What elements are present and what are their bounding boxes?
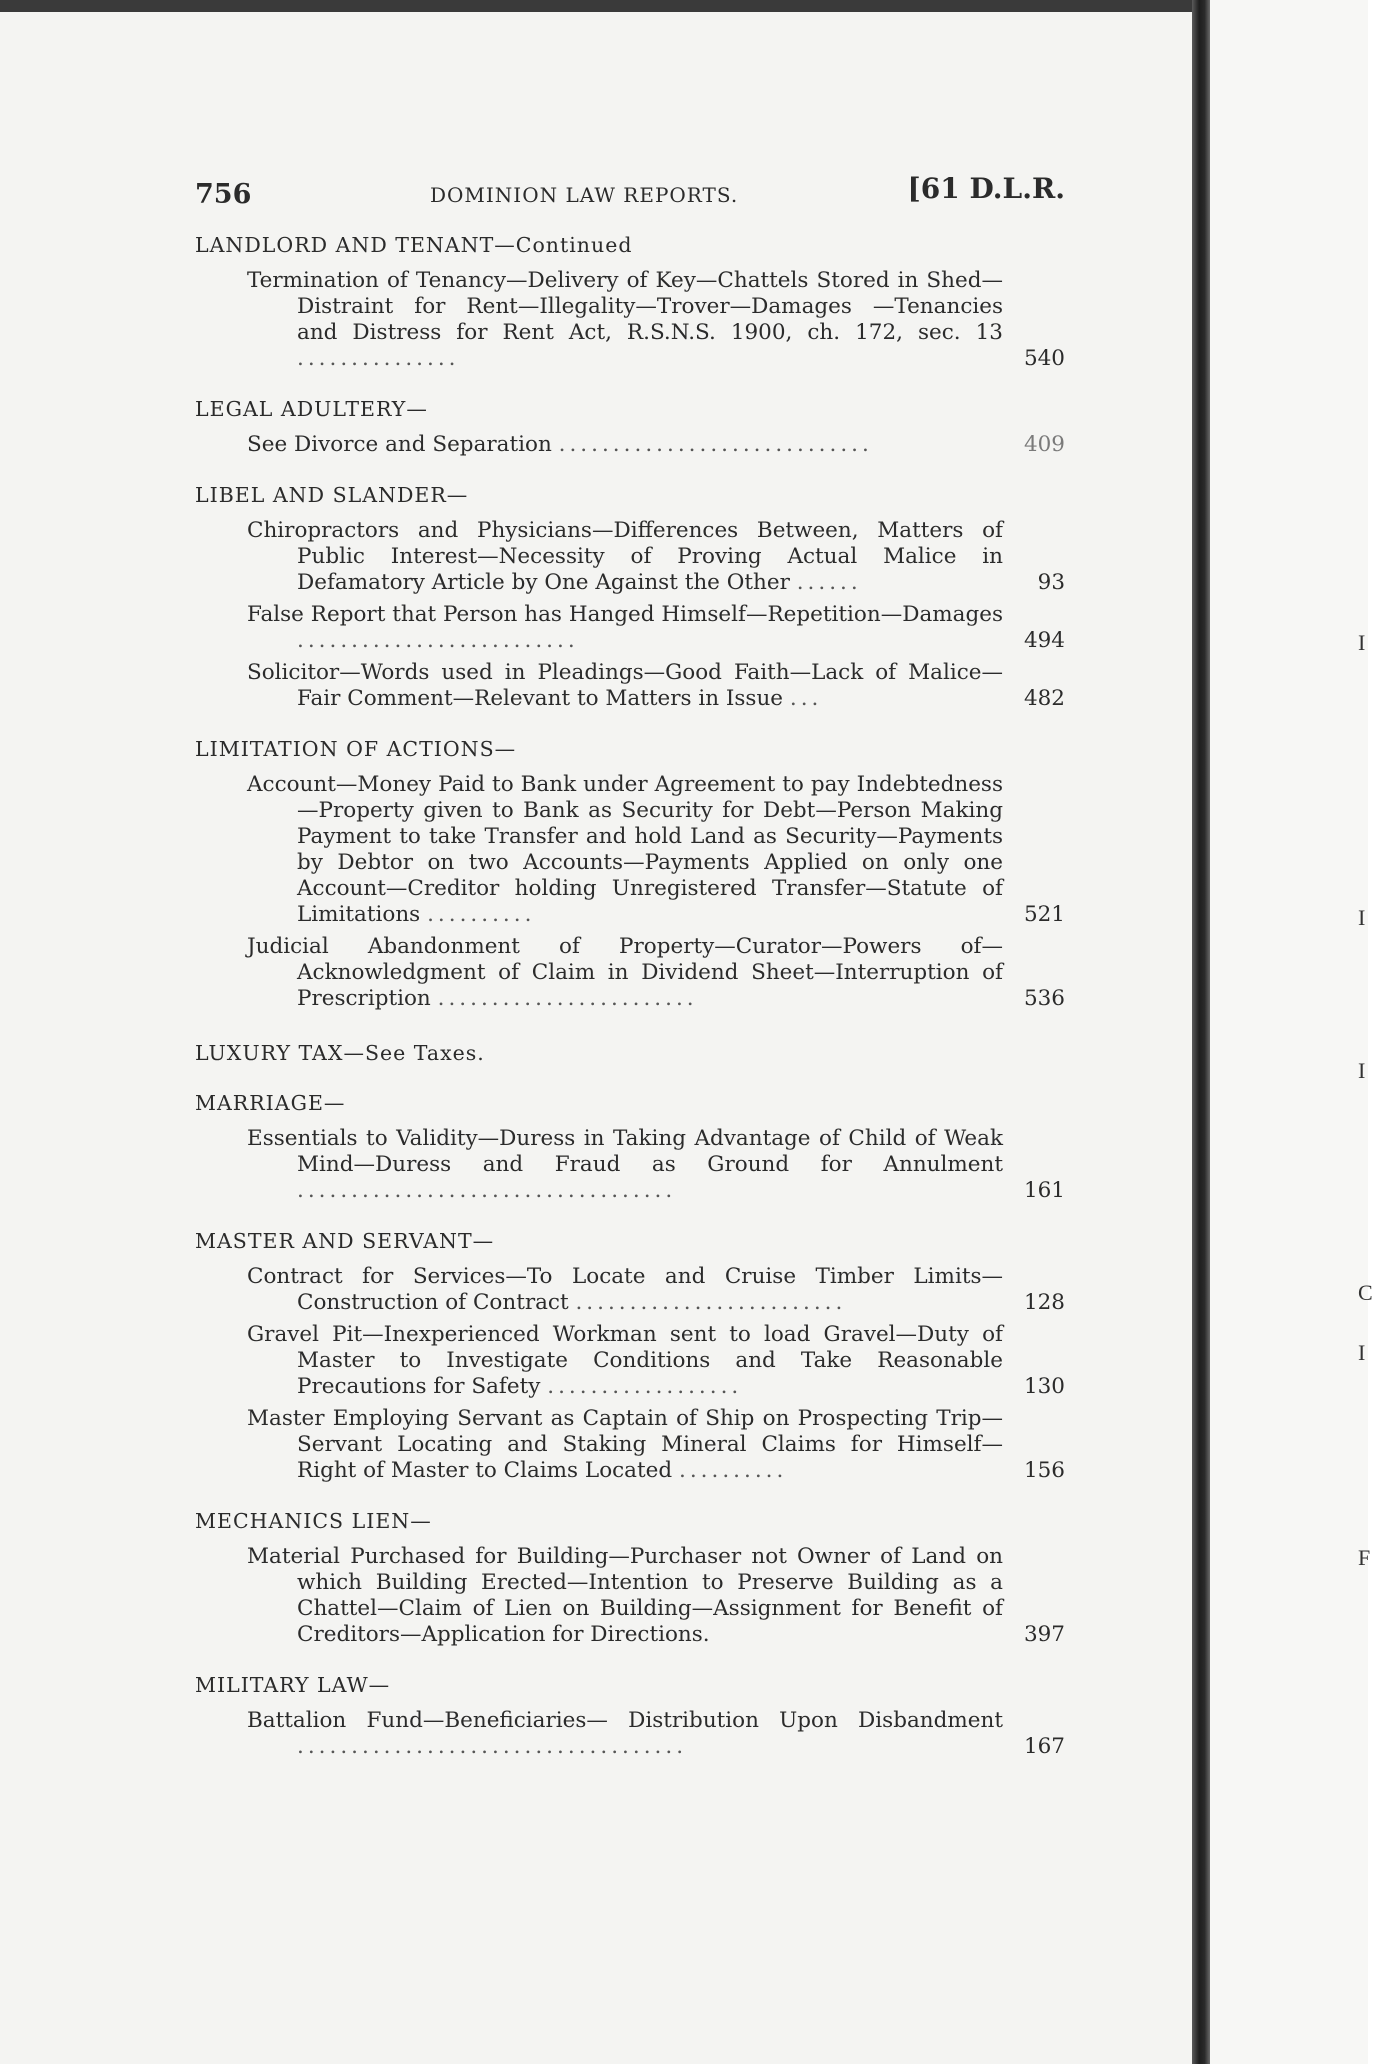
index-heading: LEGAL ADULTERY— [195,397,428,421]
index-entry [247,602,1065,654]
entry-text: False Report that Person has Hanged Himself—Repetition—Damages .......................... [247,602,1003,653]
facing-page-letter: I [1358,1340,1366,1365]
page-reference: 130 [1023,1374,1065,1399]
entry-text: Contract for Services—To Locate and Cruise Timber Limits—Construction of Contract ......................... [247,1264,1003,1315]
entry-text: Account—Money Paid to Bank under Agreement to pay Indebtedness—Property given to Bank as Security for Debt—Person Making Payment to take Transfer and hold Land as Security—Payments by Debtor on two Accounts—Payments Applied on only one Account—Creditor holding Unregistered Transfer—Statute of Limitations .......... [247,772,1003,927]
running-header [195,170,1065,224]
index-entry [247,660,1065,712]
index-heading: LANDLORD AND TENANT—Continued [195,233,633,257]
index-entry [247,1708,1065,1760]
index-entry [247,268,1065,372]
entry-text: Battalion Fund—Beneficiaries— Distribution Upon Disbandment .................................... [247,1708,1003,1759]
book-gutter [1192,0,1210,2064]
index-entry [247,518,1065,596]
index-heading: MILITARY LAW— [195,1673,391,1697]
page-reference: 482 [1023,686,1065,711]
index-entry [247,1322,1065,1400]
index-heading: LIMITATION OF ACTIONS— [195,737,517,761]
page-reference: 161 [1023,1178,1065,1203]
facing-page-letter: I [1358,905,1366,930]
entry-text: Termination of Tenancy—Delivery of Key—Chattels Stored in Shed—Distraint for Rent—Illegality—Trover—Damages —Tenancies and Distress for Rent Act, R.S.N.S. 1900, ch. 172, sec. 13 ............... [247,268,1003,371]
index-page [195,170,1065,1766]
page-reference: 167 [1023,1734,1065,1759]
index-entry [247,772,1065,928]
index-heading: LUXURY TAX—See Taxes. [195,1041,485,1065]
facing-page-edge [1210,0,1371,2064]
index-entry [247,432,1065,458]
page-reference: 540 [1023,346,1065,371]
running-title: DOMINION LAW REPORTS. [430,183,739,207]
entry-text: Essentials to Validity—Duress in Taking Advantage of Child of Weak Mind—Duress and Fraud as Ground for Annulment ................................... [247,1126,1003,1203]
page-reference: 397 [1023,1622,1065,1647]
page-reference: 521 [1023,902,1065,927]
entry-text: See Divorce and Separation ............................. [247,432,873,457]
facing-page-letter: I [1358,1058,1366,1083]
page-reference: 156 [1023,1458,1065,1483]
page-reference: 128 [1023,1290,1065,1315]
index-heading: MASTER AND SERVANT— [195,1229,495,1253]
index-entry [247,1126,1065,1204]
index-heading: MARRIAGE— [195,1091,346,1115]
facing-page-letter: C [1358,1280,1373,1305]
index-heading: LIBEL AND SLANDER— [195,483,469,507]
index-entry [247,1264,1065,1316]
page-reference: 494 [1023,628,1065,653]
index-entry [247,934,1065,1012]
page-reference: 536 [1023,986,1065,1011]
facing-page-letter: F [1358,1545,1371,1570]
entry-text: Master Employing Servant as Captain of Ship on Prospecting Trip—Servant Locating and Staking Mineral Claims for Himself—Right of Master to Claims Located .......... [247,1406,1003,1483]
page-number: 756 [195,179,252,210]
page-reference: 93 [1037,570,1065,595]
page-reference: 409 [1023,432,1065,457]
volume-reference: [61 D.L.R. [907,172,1065,205]
index-heading: MECHANICS LIEN— [195,1509,432,1533]
scan-top-edge [0,0,1368,12]
index-entry [247,1544,1065,1648]
facing-page-letter: I [1358,630,1366,655]
entry-text: Gravel Pit—Inexperienced Workman sent to load Gravel—Duty of Master to Investigate Conditions and Take Reasonable Precautions for Safety .................. [247,1322,1003,1399]
index-entry [247,1406,1065,1484]
entry-text: Judicial Abandonment of Property—Curator—Powers of—Acknowledgment of Claim in Dividend Sheet—Interruption of Prescription ........................ [247,934,1003,1011]
entry-text: Solicitor—Words used in Pleadings—Good Faith—Lack of Malice—Fair Comment—Relevant to Matters in Issue ... [247,660,1003,711]
entry-text: Chiropractors and Physicians—Differences Between, Matters of Public Interest—Necessity of Proving Actual Malice in Defamatory Article by One Against the Other ...... [247,518,1003,595]
entry-text: Material Purchased for Building—Purchaser not Owner of Land on which Building Erected—Intention to Preserve Building as a Chattel—Claim of Lien on Building—Assignment for Benefit of Creditors—Application for Directions. [247,1544,1003,1647]
